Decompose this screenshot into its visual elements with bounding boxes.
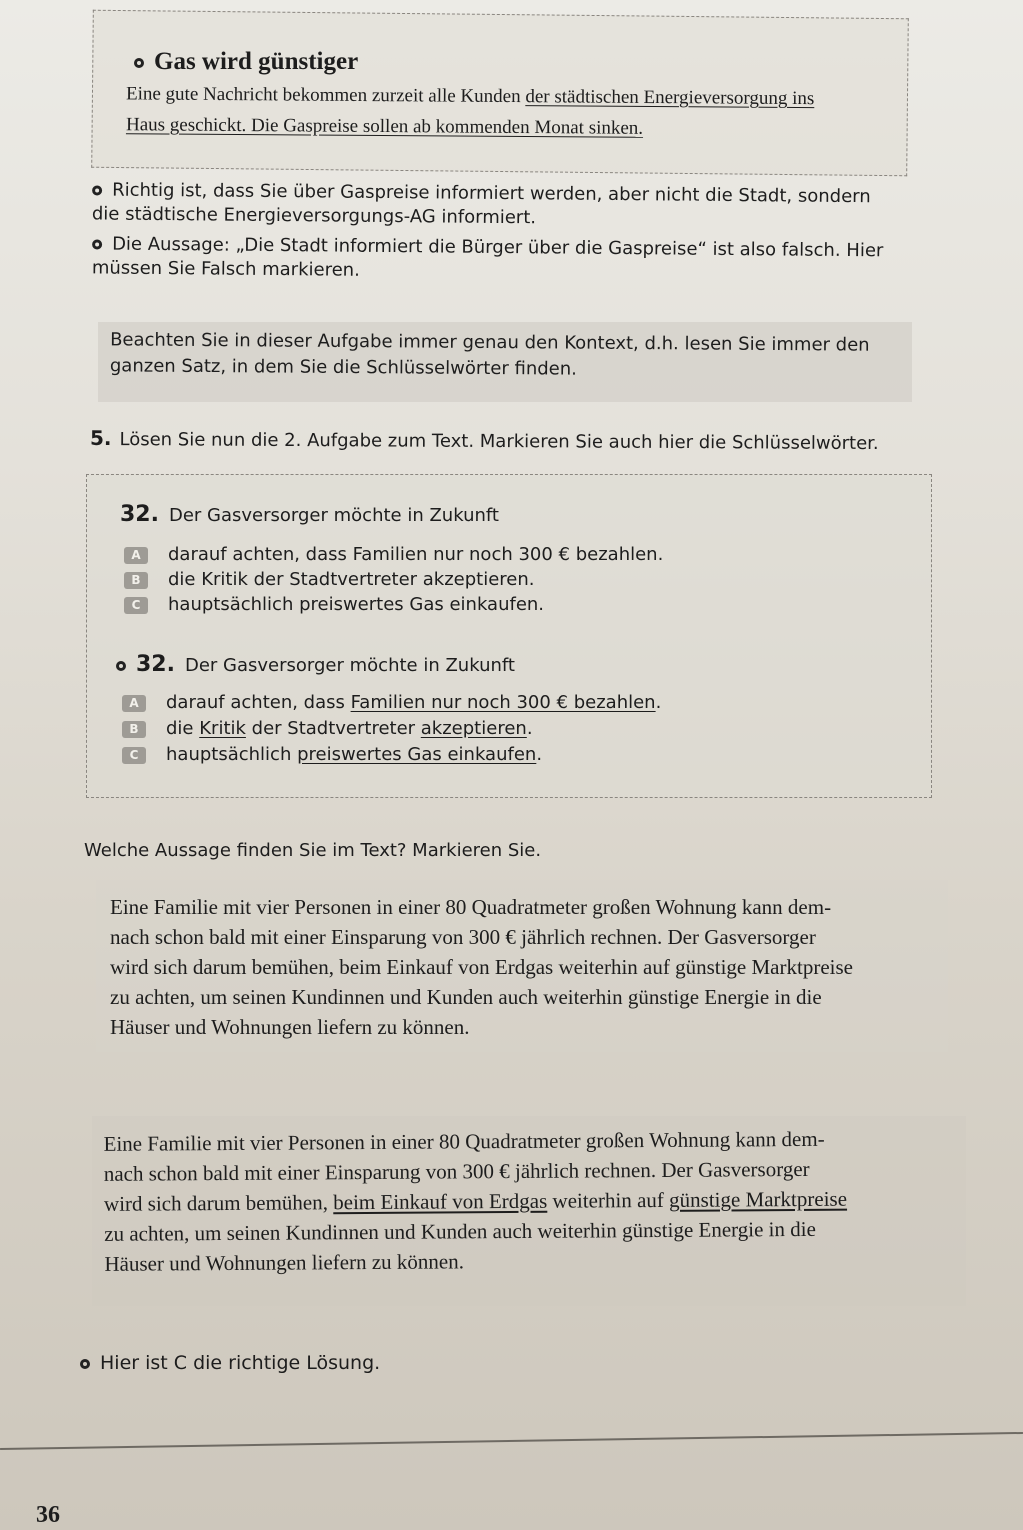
option-letter-badge: C xyxy=(122,747,146,764)
example-text-line1: Eine gute Nachricht bekommen zurzeit alle Kunden der städtischen Energieversorgung ins xyxy=(125,83,815,110)
question-2-option-a[interactable]: A darauf achten, dass Familien nur noch 300 € bezahlen. xyxy=(122,692,661,713)
bullet-icon xyxy=(92,185,102,195)
bullet-icon xyxy=(80,1359,90,1369)
question-1-option-a[interactable]: A darauf achten, dass Familien nur noch 300 € bezahlen. xyxy=(124,544,663,565)
option-letter-badge: B xyxy=(122,721,146,738)
question-2-option-c[interactable]: C hauptsächlich preiswertes Gas einkaufen. xyxy=(122,744,542,765)
task-5: 5. Lösen Sie nun die 2. Aufgabe zum Text. Markieren Sie auch hier die Schlüsselwörter. xyxy=(89,425,879,455)
option-letter-badge: C xyxy=(124,597,148,614)
question-2-option-b[interactable]: B die Kritik der Stadtvertreter akzeptieren. xyxy=(122,718,533,739)
example-title: Gas wird günstiger xyxy=(134,48,358,76)
option-letter-badge: A xyxy=(124,547,148,564)
tip-text: Beachten Sie in dieser Aufgabe immer genau den Kontext, d.h. lesen Sie immer den ganzen Satz, in dem Sie die Schlüsselwörter finden. xyxy=(109,329,870,380)
question-1-option-b[interactable]: B die Kritik der Stadtvertreter akzeptieren. xyxy=(124,569,535,590)
passage-1: Eine Familie mit vier Personen in einer 80 Quadratmeter großen Wohnung kann dem- nach schon bald mit einer Einsparung von 300 € jährlich rechnen. Der Gasversorger wird sich darum bemühen, beim Einkauf von Erdgas weiterhin auf günstige Marktpreise zu achten, um seinen Kundinnen und Kunden auch weiterhin günstige Energie in die Häuser und Wohnungen liefern zu können. xyxy=(110,895,853,1039)
example-text-line2: Haus geschickt. Die Gaspreise sollen ab kommenden Monat sinken. xyxy=(125,114,644,139)
question-2: 32. Der Gasversorger möchte in Zukunft xyxy=(116,652,515,677)
page-number: 36 xyxy=(36,1502,60,1528)
bullet-icon xyxy=(92,239,102,249)
bullet-icon xyxy=(134,58,144,68)
page-divider xyxy=(0,1432,1023,1450)
explanation-point2: Die Aussage: „Die Stadt informiert die Bürger über die Gaspreise“ ist also falsch. Hier müssen Sie Falsch markieren. xyxy=(91,233,884,281)
solution: Hier ist C die richtige Lösung. xyxy=(80,1352,380,1374)
option-letter-badge: A xyxy=(122,695,146,712)
question-1: 32. Der Gasversorger möchte in Zukunft xyxy=(120,502,499,527)
bullet-icon xyxy=(116,661,126,671)
question-1-option-c[interactable]: C hauptsächlich preiswertes Gas einkaufen. xyxy=(124,594,544,615)
option-letter-badge: B xyxy=(124,572,148,589)
passage-2: Eine Familie mit vier Personen in einer 80 Quadratmeter großen Wohnung kann dem- nach schon bald mit einer Einsparung von 300 € jährlich rechnen. Der Gasversorger wird sich darum bemühen, beim Einkauf von Erdgas weiterhin auf günstige Marktpreise zu achten, um seinen Kundinnen und Kunden auch weiterhin günstige Energie in die Häuser und Wohnungen liefern zu können. xyxy=(103,1126,848,1276)
prompt: Welche Aussage finden Sie im Text? Markieren Sie. xyxy=(84,840,542,861)
explanation-point1: Richtig ist, dass Sie über Gaspreise informiert werden, aber nicht die Stadt, sondern die städtische Energieversorgungs-AG informiert. xyxy=(91,179,871,229)
